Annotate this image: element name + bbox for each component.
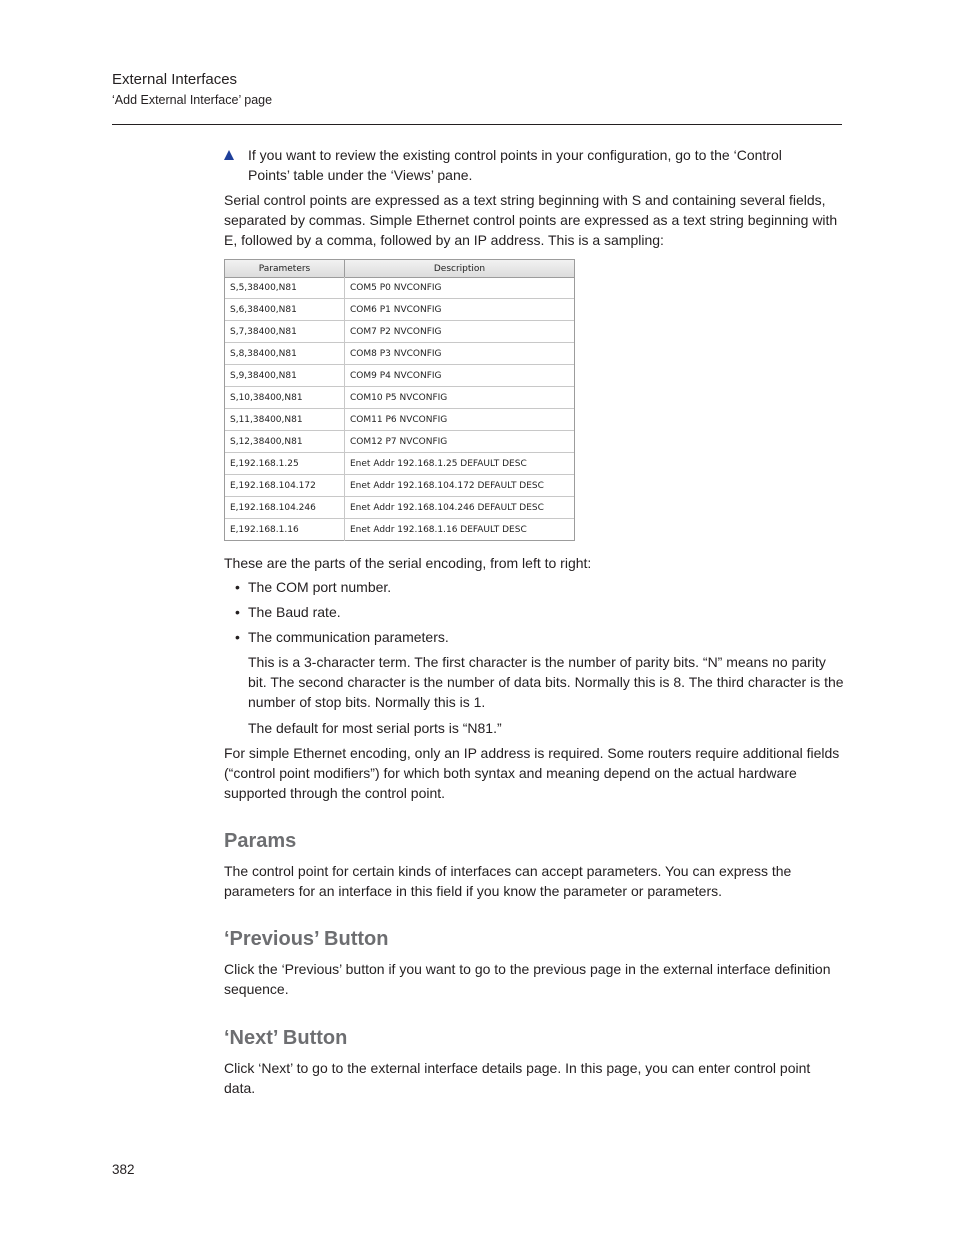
parameters-cell: S,7,38400,N81: [230, 327, 297, 337]
description-cell: COM7 P2 NVCONFIG: [350, 327, 442, 337]
parameters-cell: S,9,38400,N81: [230, 371, 297, 381]
parts-intro: These are the parts of the serial encoding, from left to right:: [224, 555, 592, 571]
table-row[interactable]: [225, 497, 574, 519]
table-row[interactable]: [225, 409, 574, 431]
table-row[interactable]: [225, 519, 574, 541]
next-button-heading: ‘Next’ Button: [224, 1027, 348, 1049]
table-row[interactable]: [225, 343, 574, 365]
table-row[interactable]: [225, 453, 574, 475]
table-row[interactable]: [225, 321, 574, 343]
tip-text: If you want to review the existing control points in your configuration, go to the ‘Control Points’ table under the ‘Views’ pane.: [248, 147, 782, 183]
bullet-text: The Baud rate.: [248, 604, 341, 620]
header-subtitle: ‘Add External Interface’ page: [112, 93, 273, 107]
parameters-cell: E,192.168.1.25: [230, 459, 299, 469]
params-heading: Params: [224, 830, 297, 852]
parameters-cell: S,6,38400,N81: [230, 305, 297, 315]
table-row[interactable]: [225, 475, 574, 497]
next-button-body: Click ‘Next’ to go to the external interface details page. In this page, you can enter control point data.: [224, 1060, 811, 1096]
parameters-cell: S,5,38400,N81: [230, 283, 297, 293]
page-number: 382: [112, 1162, 135, 1177]
bullet-text: The COM port number.: [248, 579, 392, 595]
description-cell: COM11 P6 NVCONFIG: [350, 415, 448, 425]
table-row[interactable]: [225, 365, 574, 387]
header-title: External Interfaces: [112, 71, 238, 88]
triangle-bullet-icon: [224, 150, 234, 160]
parameters-cell: S,12,38400,N81: [230, 437, 303, 447]
ethernet-note: For simple Ethernet encoding, only an IP address is required. Some routers require additional fields (“control point modifiers”) for which both syntax and meaning depend on the actual hardware supported through the control point.: [224, 745, 840, 801]
parameters-cell: E,192.168.1.16: [230, 525, 299, 535]
bullet-dot-icon: •: [235, 629, 240, 645]
table-row[interactable]: [225, 387, 574, 409]
parameters-cell: S,8,38400,N81: [230, 349, 297, 359]
previous-button-heading: ‘Previous’ Button: [224, 928, 389, 950]
description-cell: COM9 P4 NVCONFIG: [350, 371, 442, 381]
table-header-row: [225, 260, 574, 278]
column-header-parameters[interactable]: Parameters: [225, 260, 345, 277]
table-row[interactable]: [225, 431, 574, 453]
description-cell: Enet Addr 192.168.1.25 DEFAULT DESC: [350, 459, 527, 469]
column-header-description[interactable]: Description: [433, 264, 486, 274]
description-cell: COM12 P7 NVCONFIG: [350, 437, 448, 447]
params-body: The control point for certain kinds of interfaces can accept parameters. You can express the parameters for an interface in this field if you know the parameter or parameters.: [224, 863, 792, 899]
intro-paragraph: Serial control points are expressed as a text string beginning with S and containing several fields, separated by commas. Simple Ethernet control points are expressed as a text string beginning with E, followed by a comma, followed by an IP address. This is a sampling:: [224, 192, 838, 248]
comm-detail: This is a 3-character term. The first character is the number of parity bits. “N” means no parity bit. The second character is the number of data bits. Normally this is 8. The third character is the number of stop bits. Normally this is 1.: [248, 654, 844, 710]
previous-button-body: Click the ‘Previous’ button if you want to go to the previous page in the external interface definition sequence.: [224, 961, 831, 997]
description-cell: COM10 P5 NVCONFIG: [350, 393, 448, 403]
parameters-cell: S,11,38400,N81: [230, 415, 303, 425]
parameters-cell: E,192.168.104.172: [230, 481, 316, 491]
parameters-table: [224, 259, 575, 541]
description-cell: Enet Addr 192.168.104.246 DEFAULT DESC: [350, 503, 544, 513]
bullet-dot-icon: •: [235, 604, 240, 620]
description-cell: Enet Addr 192.168.104.172 DEFAULT DESC: [350, 481, 544, 491]
parameters-cell: S,10,38400,N81: [230, 393, 303, 403]
comm-default: The default for most serial ports is “N81.”: [248, 720, 502, 736]
description-cell: COM6 P1 NVCONFIG: [350, 305, 442, 315]
description-cell: Enet Addr 192.168.1.16 DEFAULT DESC: [350, 525, 527, 535]
header-rule: [112, 124, 842, 125]
description-cell: COM8 P3 NVCONFIG: [350, 349, 442, 359]
table-row[interactable]: [225, 299, 574, 321]
bullet-dot-icon: •: [235, 579, 240, 595]
bullet-text: The communication parameters.: [248, 629, 449, 645]
table-row[interactable]: [225, 277, 574, 299]
description-cell: COM5 P0 NVCONFIG: [350, 283, 442, 293]
parameters-cell: E,192.168.104.246: [230, 503, 316, 513]
